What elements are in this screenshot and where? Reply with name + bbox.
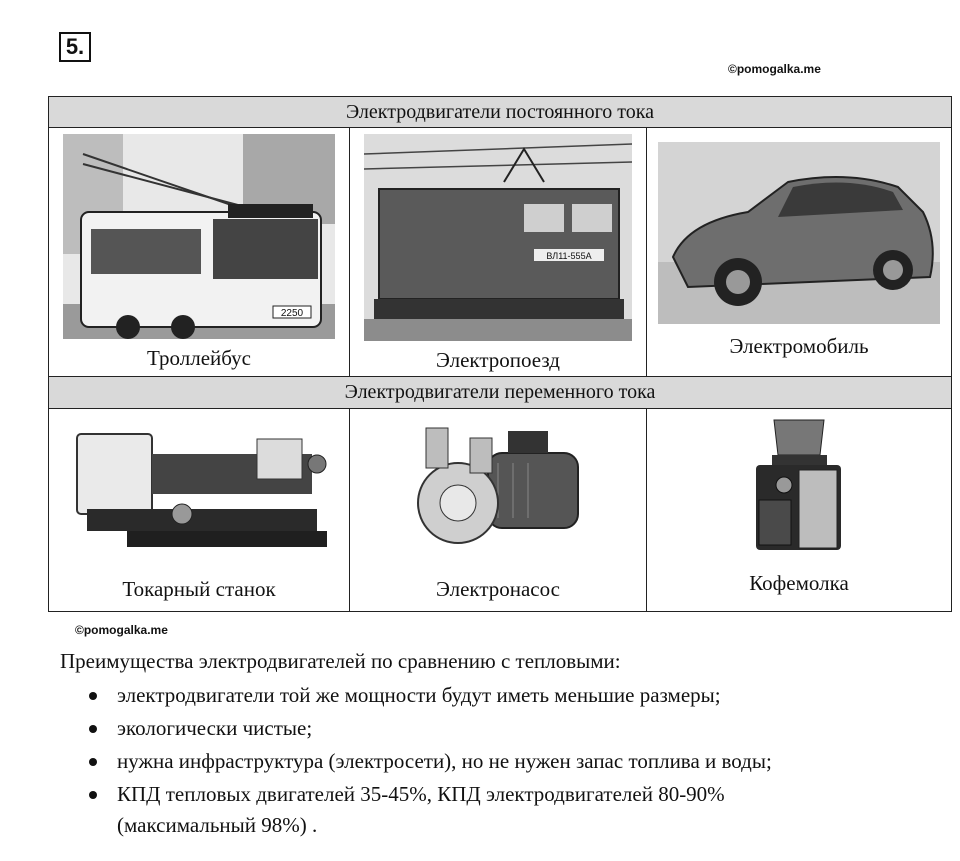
- electric-locomotive-photo-icon: [364, 134, 632, 341]
- ac-cell-grinder: [647, 408, 952, 611]
- list-item-continuation: (максимальный 98%) .: [117, 813, 318, 837]
- loco-plate: ВЛ11-555А: [546, 251, 592, 262]
- electric-pump-photo-icon: [408, 413, 588, 563]
- bullet-icon: [89, 791, 97, 799]
- list-item: КПД тепловых двигателей 35-45%, КПД электродвигателей 80-90%: [60, 779, 940, 810]
- motors-table: [48, 96, 952, 612]
- bullet-icon: [89, 725, 97, 733]
- list-item: экологически чистые;: [60, 713, 940, 744]
- caption-lathe: Токарный станок: [122, 576, 276, 601]
- lathe-photo-icon: [67, 419, 332, 559]
- list-item: электродвигатели той же мощности будут иметь меньшие размеры;: [60, 680, 940, 711]
- caption-trolleybus: Троллейбус: [147, 346, 251, 371]
- watermark-bottom: ©pomogalka.me: [75, 623, 168, 637]
- bullet-icon: [89, 758, 97, 766]
- dc-cell-train: [350, 128, 647, 377]
- caption-pump: Электронасос: [436, 576, 560, 601]
- advantages-title: Преимущества электродвигателей по сравнению с тепловыми:: [60, 649, 621, 673]
- task-number: 5.: [59, 32, 91, 62]
- dc-cell-car: [647, 128, 952, 377]
- watermark-top: ©pomogalka.me: [728, 62, 821, 76]
- electric-car-photo-icon: [658, 142, 940, 324]
- advantages-section: [60, 646, 940, 843]
- coffee-grinder-photo-icon: [744, 415, 854, 555]
- list-item: нужна инфраструктура (электросети), но не нужен запас топлива и воды;: [60, 746, 940, 777]
- ac-header: Электродвигатели переменного тока: [49, 377, 952, 408]
- bus-plate: 2250: [280, 308, 304, 320]
- caption-car: Электромобиль: [729, 334, 869, 359]
- dc-header: Электродвигатели постоянного тока: [49, 97, 952, 128]
- ac-cell-lathe: [49, 408, 350, 611]
- trolleybus-photo-icon: [63, 134, 335, 339]
- dc-cell-trolleybus: [49, 128, 350, 377]
- ac-cell-pump: [350, 408, 647, 611]
- advantages-list: [60, 680, 940, 841]
- bullet-icon: [89, 692, 97, 700]
- caption-grinder: Кофемолка: [749, 570, 849, 595]
- caption-train: Электропоезд: [436, 348, 560, 373]
